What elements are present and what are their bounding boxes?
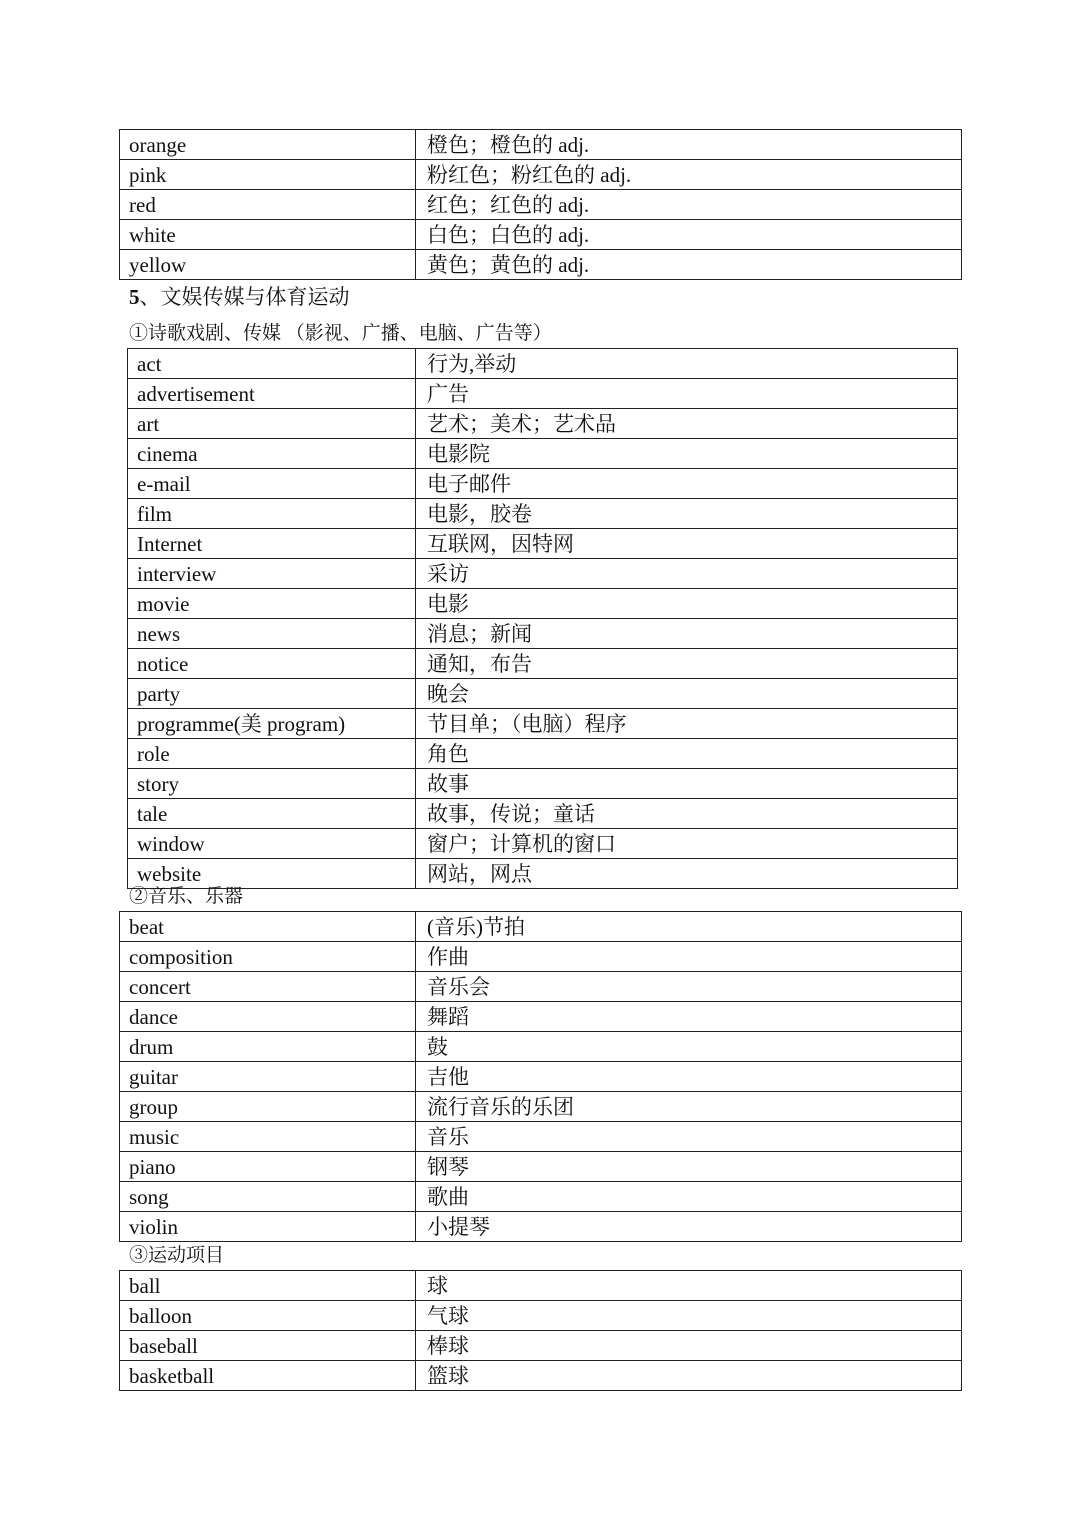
table-row [128, 379, 958, 409]
table-row [120, 1361, 962, 1391]
table-row [128, 439, 958, 469]
english-word-cell: song [120, 1182, 416, 1212]
chinese-meaning-cell: 电子邮件 [416, 469, 958, 499]
chinese-meaning-cell: 晚会 [416, 679, 958, 709]
music-vocab-table [119, 911, 962, 1242]
table-row [120, 1152, 962, 1182]
table-row [128, 679, 958, 709]
table-row [120, 160, 962, 190]
table-row [120, 972, 962, 1002]
table-row [128, 859, 958, 889]
english-word-cell: movie [128, 589, 416, 619]
chinese-meaning-cell: 黄色；黄色的 adj. [416, 250, 962, 280]
chinese-meaning-cell: 行为,举动 [416, 349, 958, 379]
table-row [128, 649, 958, 679]
colors-vocab-table [119, 129, 962, 280]
english-word-cell: yellow [120, 250, 416, 280]
table-row [120, 130, 962, 160]
subsection-title-sports: ③运动项目 [129, 1245, 225, 1266]
table-row [128, 469, 958, 499]
english-word-cell: baseball [120, 1331, 416, 1361]
english-word-cell: drum [120, 1032, 416, 1062]
chinese-meaning-cell: 电影，胶卷 [416, 499, 958, 529]
table-body [120, 1271, 962, 1391]
chinese-meaning-cell: 歌曲 [416, 1182, 962, 1212]
section-number: 5 [129, 285, 140, 309]
english-word-cell: balloon [120, 1301, 416, 1331]
english-word-cell: tale [128, 799, 416, 829]
english-word-cell: concert [120, 972, 416, 1002]
chinese-meaning-cell: 采访 [416, 559, 958, 589]
chinese-meaning-cell: 橙色；橙色的 adj. [416, 130, 962, 160]
chinese-meaning-cell: 作曲 [416, 942, 962, 972]
chinese-meaning-cell: 吉他 [416, 1062, 962, 1092]
chinese-meaning-cell: 艺术；美术；艺术品 [416, 409, 958, 439]
sports-vocab-table [119, 1270, 962, 1391]
table-row [120, 1002, 962, 1032]
english-word-cell: group [120, 1092, 416, 1122]
chinese-meaning-cell: 故事 [416, 769, 958, 799]
chinese-meaning-cell: 篮球 [416, 1361, 962, 1391]
english-word-cell: art [128, 409, 416, 439]
english-word-cell: website [128, 859, 416, 889]
english-word-cell: notice [128, 649, 416, 679]
chinese-meaning-cell: 互联网，因特网 [416, 529, 958, 559]
chinese-meaning-cell: 节目单；（电脑）程序 [416, 709, 958, 739]
english-word-cell: act [128, 349, 416, 379]
english-word-cell: violin [120, 1212, 416, 1242]
chinese-meaning-cell: 窗户；计算机的窗口 [416, 829, 958, 859]
table-body [128, 349, 958, 889]
table-row [120, 190, 962, 220]
table-row [120, 1032, 962, 1062]
english-word-cell: film [128, 499, 416, 529]
english-word-cell: beat [120, 912, 416, 942]
english-word-cell: party [128, 679, 416, 709]
table-row [120, 1212, 962, 1242]
english-word-cell: music [120, 1122, 416, 1152]
table-row [120, 220, 962, 250]
table-row [128, 409, 958, 439]
english-word-cell: window [128, 829, 416, 859]
english-word-cell: piano [120, 1152, 416, 1182]
english-word-cell: story [128, 769, 416, 799]
chinese-meaning-cell: 网站，网点 [416, 859, 958, 889]
chinese-meaning-cell: (音乐)节拍 [416, 912, 962, 942]
table-row [128, 709, 958, 739]
chinese-meaning-cell: 小提琴 [416, 1212, 962, 1242]
table-row [128, 559, 958, 589]
table-row [120, 912, 962, 942]
english-word-cell: white [120, 220, 416, 250]
table-row [128, 499, 958, 529]
chinese-meaning-cell: 故事，传说；童话 [416, 799, 958, 829]
english-word-cell: Internet [128, 529, 416, 559]
table-row [120, 250, 962, 280]
table-row [120, 1092, 962, 1122]
table-row [120, 1122, 962, 1152]
english-word-cell: orange [120, 130, 416, 160]
chinese-meaning-cell: 红色；红色的 adj. [416, 190, 962, 220]
table-row [128, 769, 958, 799]
table-row [128, 619, 958, 649]
subsection-title-media: ①诗歌戏剧、传媒 （影视、广播、电脑、广告等） [129, 323, 552, 344]
chinese-meaning-cell: 舞蹈 [416, 1002, 962, 1032]
table-row [128, 349, 958, 379]
english-word-cell: guitar [120, 1062, 416, 1092]
chinese-meaning-cell: 气球 [416, 1301, 962, 1331]
section-heading [129, 282, 350, 312]
media-vocab-table [127, 348, 958, 889]
chinese-meaning-cell: 钢琴 [416, 1152, 962, 1182]
english-word-cell: interview [128, 559, 416, 589]
section-title: 、文娱传媒与体育运动 [139, 285, 350, 309]
english-word-cell: e-mail [128, 469, 416, 499]
english-word-cell: ball [120, 1271, 416, 1301]
english-word-cell: composition [120, 942, 416, 972]
english-word-cell: role [128, 739, 416, 769]
table-row [120, 1331, 962, 1361]
chinese-meaning-cell: 消息；新闻 [416, 619, 958, 649]
english-word-cell: programme(美 program) [128, 709, 416, 739]
english-word-cell: pink [120, 160, 416, 190]
chinese-meaning-cell: 广告 [416, 379, 958, 409]
table-row [120, 1062, 962, 1092]
table-row [128, 529, 958, 559]
english-word-cell: basketball [120, 1361, 416, 1391]
table-row [120, 942, 962, 972]
table-body [120, 912, 962, 1242]
table-row [120, 1271, 962, 1301]
english-word-cell: news [128, 619, 416, 649]
chinese-meaning-cell: 球 [416, 1271, 962, 1301]
chinese-meaning-cell: 白色；白色的 adj. [416, 220, 962, 250]
table-body [120, 130, 962, 280]
english-word-cell: red [120, 190, 416, 220]
english-word-cell: dance [120, 1002, 416, 1032]
table-row [128, 739, 958, 769]
chinese-meaning-cell: 电影院 [416, 439, 958, 469]
chinese-meaning-cell: 电影 [416, 589, 958, 619]
table-row [120, 1301, 962, 1331]
chinese-meaning-cell: 粉红色；粉红色的 adj. [416, 160, 962, 190]
chinese-meaning-cell: 音乐会 [416, 972, 962, 1002]
english-word-cell: advertisement [128, 379, 416, 409]
table-row [128, 829, 958, 859]
english-word-cell: cinema [128, 439, 416, 469]
chinese-meaning-cell: 通知，布告 [416, 649, 958, 679]
table-row [128, 799, 958, 829]
chinese-meaning-cell: 音乐 [416, 1122, 962, 1152]
chinese-meaning-cell: 角色 [416, 739, 958, 769]
chinese-meaning-cell: 棒球 [416, 1331, 962, 1361]
table-row [120, 1182, 962, 1212]
chinese-meaning-cell: 鼓 [416, 1032, 962, 1062]
subsection-title-music: ②音乐、乐器 [129, 886, 244, 907]
chinese-meaning-cell: 流行音乐的乐团 [416, 1092, 962, 1122]
table-row [128, 589, 958, 619]
